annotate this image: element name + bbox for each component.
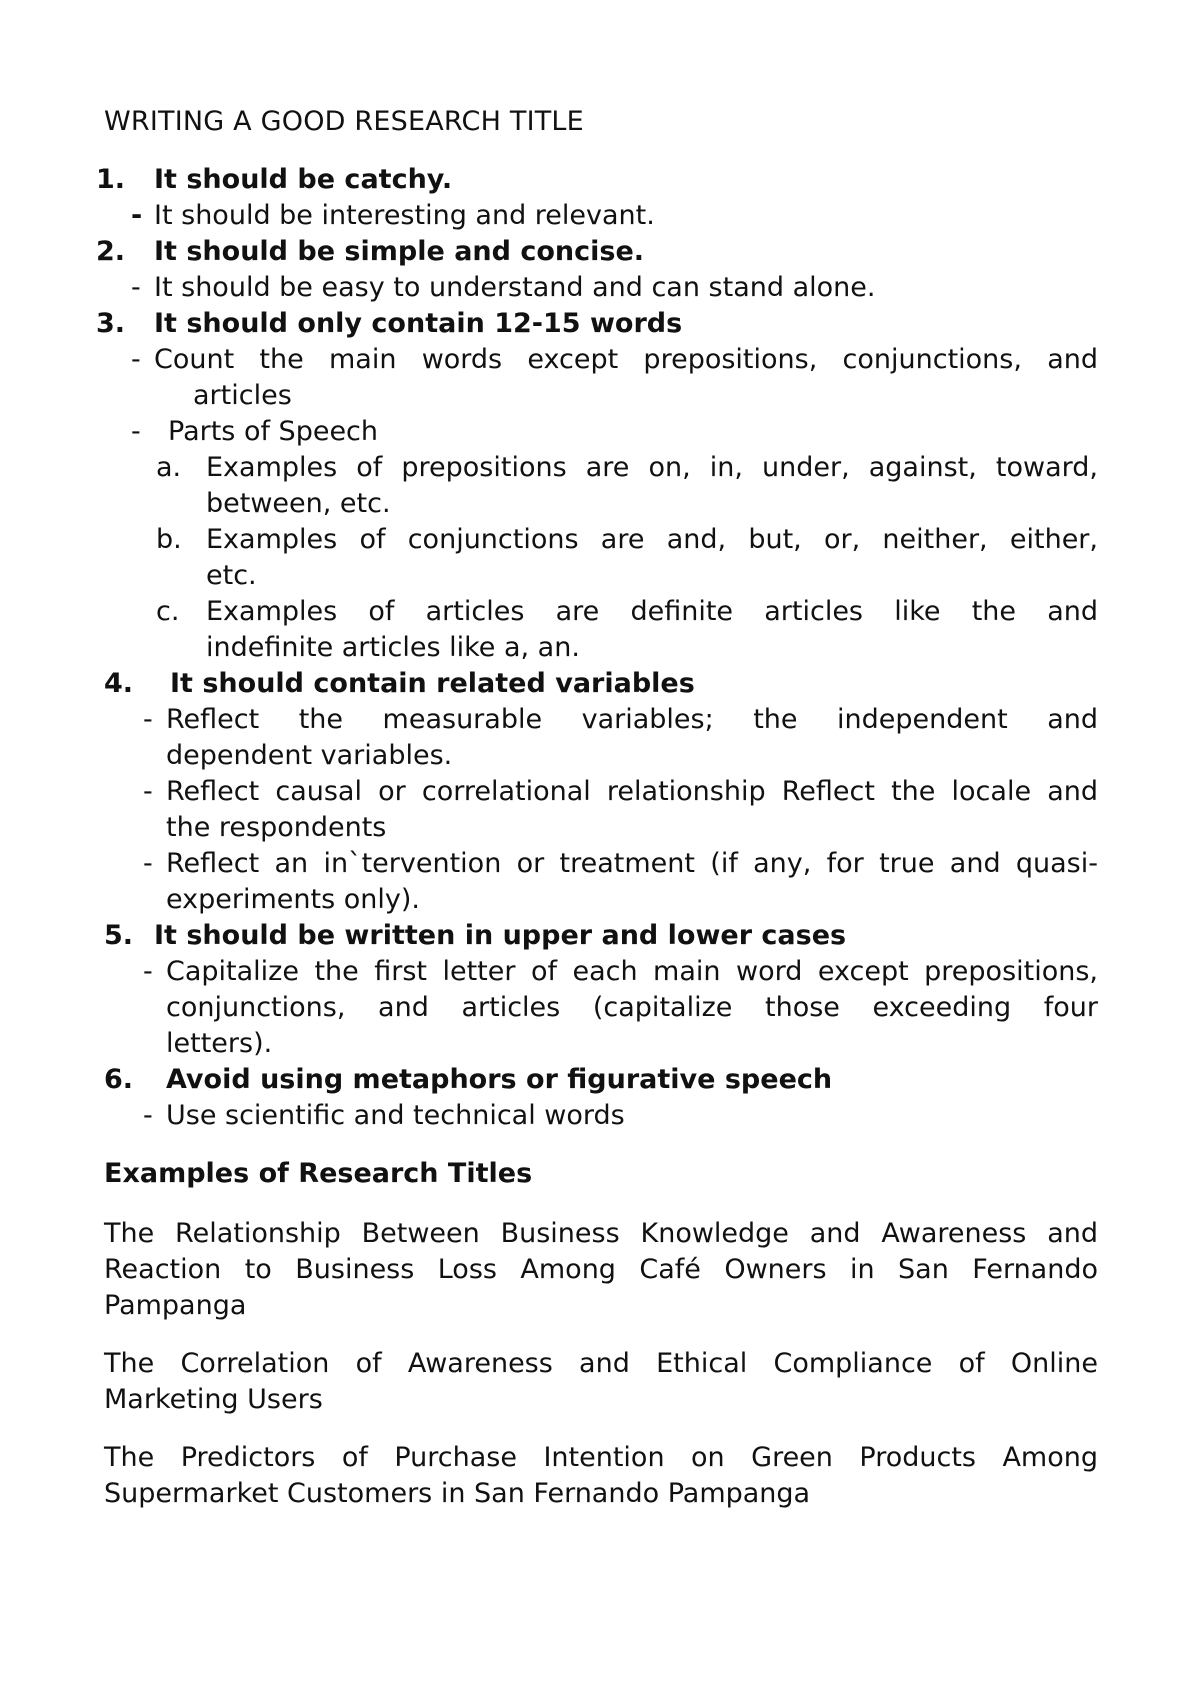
- item-number-1: 1.: [96, 164, 126, 195]
- example-title-line: The Correlation of Awareness and Ethical Compliance of Online: [104, 1348, 1098, 1379]
- item-number-2: 2.: [96, 236, 126, 267]
- example-title-line: The Relationship Between Business Knowledge and Awareness and: [104, 1218, 1098, 1249]
- bullet-text: Use scientific and technical words: [166, 1100, 625, 1131]
- bullet-dash: -: [143, 956, 153, 987]
- bullet-text-continued: conjunctions, and articles (capitalize those exceeding four: [166, 992, 1098, 1023]
- bullet-text-continued: dependent variables.: [166, 740, 453, 771]
- item-heading-2: It should be simple and concise.: [154, 236, 645, 267]
- item-number-5: 5.: [104, 920, 134, 951]
- example-title-line: The Predictors of Purchase Intention on Green Products Among: [104, 1442, 1098, 1473]
- sub-letter-c: c.: [156, 596, 180, 627]
- bullet-dash: -: [131, 200, 143, 231]
- sub-item-text-continued: etc.: [206, 560, 257, 591]
- item-heading-1: It should be catchy.: [154, 164, 453, 195]
- item-number-4: 4.: [104, 668, 134, 699]
- sub-letter-b: b.: [156, 524, 182, 555]
- bullet-dash: -: [143, 1100, 153, 1131]
- bullet-dash: -: [143, 776, 153, 807]
- sub-item-text: Examples of articles are definite articles like the and: [206, 596, 1098, 627]
- bullet-text-continued: letters).: [166, 1028, 273, 1059]
- bullet-text: Reflect the measurable variables; the independent and: [166, 704, 1098, 735]
- sub-letter-a: a.: [156, 452, 182, 483]
- example-title-line: Marketing Users: [104, 1384, 323, 1415]
- bullet-text: Parts of Speech: [168, 416, 379, 447]
- bullet-text: Capitalize the first letter of each main word except prepositions,: [166, 956, 1098, 987]
- item-number-3: 3.: [96, 308, 126, 339]
- bullet-text-continued: experiments only).: [166, 884, 420, 915]
- examples-heading: Examples of Research Titles: [104, 1158, 533, 1189]
- item-heading-6: Avoid using metaphors or figurative speech: [166, 1064, 833, 1095]
- item-heading-4: It should contain related variables: [170, 668, 695, 699]
- item-heading-5: It should be written in upper and lower cases: [154, 920, 847, 951]
- bullet-dash: -: [143, 704, 153, 735]
- item-heading-3: It should only contain 12-15 words: [154, 308, 683, 339]
- bullet-text-continued: articles: [193, 380, 292, 411]
- sub-item-text-continued: indefinite articles like a, an.: [206, 632, 580, 663]
- document-title: WRITING A GOOD RESEARCH TITLE: [104, 106, 584, 137]
- example-title-line: Pampanga: [104, 1290, 247, 1321]
- bullet-text: Reflect an in`tervention or treatment (if any, for true and quasi-: [166, 848, 1098, 879]
- bullet-text: Reflect causal or correlational relationship Reflect the locale and: [166, 776, 1098, 807]
- sub-item-text: Examples of conjunctions are and, but, or, neither, either,: [206, 524, 1098, 555]
- bullet-text: It should be interesting and relevant.: [154, 200, 655, 231]
- sub-item-text: Examples of prepositions are on, in, under, against, toward,: [206, 452, 1098, 483]
- bullet-dash: -: [131, 272, 141, 303]
- bullet-dash: -: [131, 344, 141, 375]
- bullet-text-continued: the respondents: [166, 812, 387, 843]
- bullet-text: Count the main words except prepositions, conjunctions, and: [154, 344, 1098, 375]
- sub-item-text-continued: between, etc.: [206, 488, 391, 519]
- example-title-line: Supermarket Customers in San Fernando Pampanga: [104, 1478, 811, 1509]
- bullet-text: It should be easy to understand and can stand alone.: [154, 272, 876, 303]
- item-number-6: 6.: [104, 1064, 134, 1095]
- bullet-dash: -: [131, 416, 141, 447]
- example-title-line: Reaction to Business Loss Among Café Owners in San Fernando: [104, 1254, 1098, 1285]
- bullet-dash: -: [143, 848, 153, 879]
